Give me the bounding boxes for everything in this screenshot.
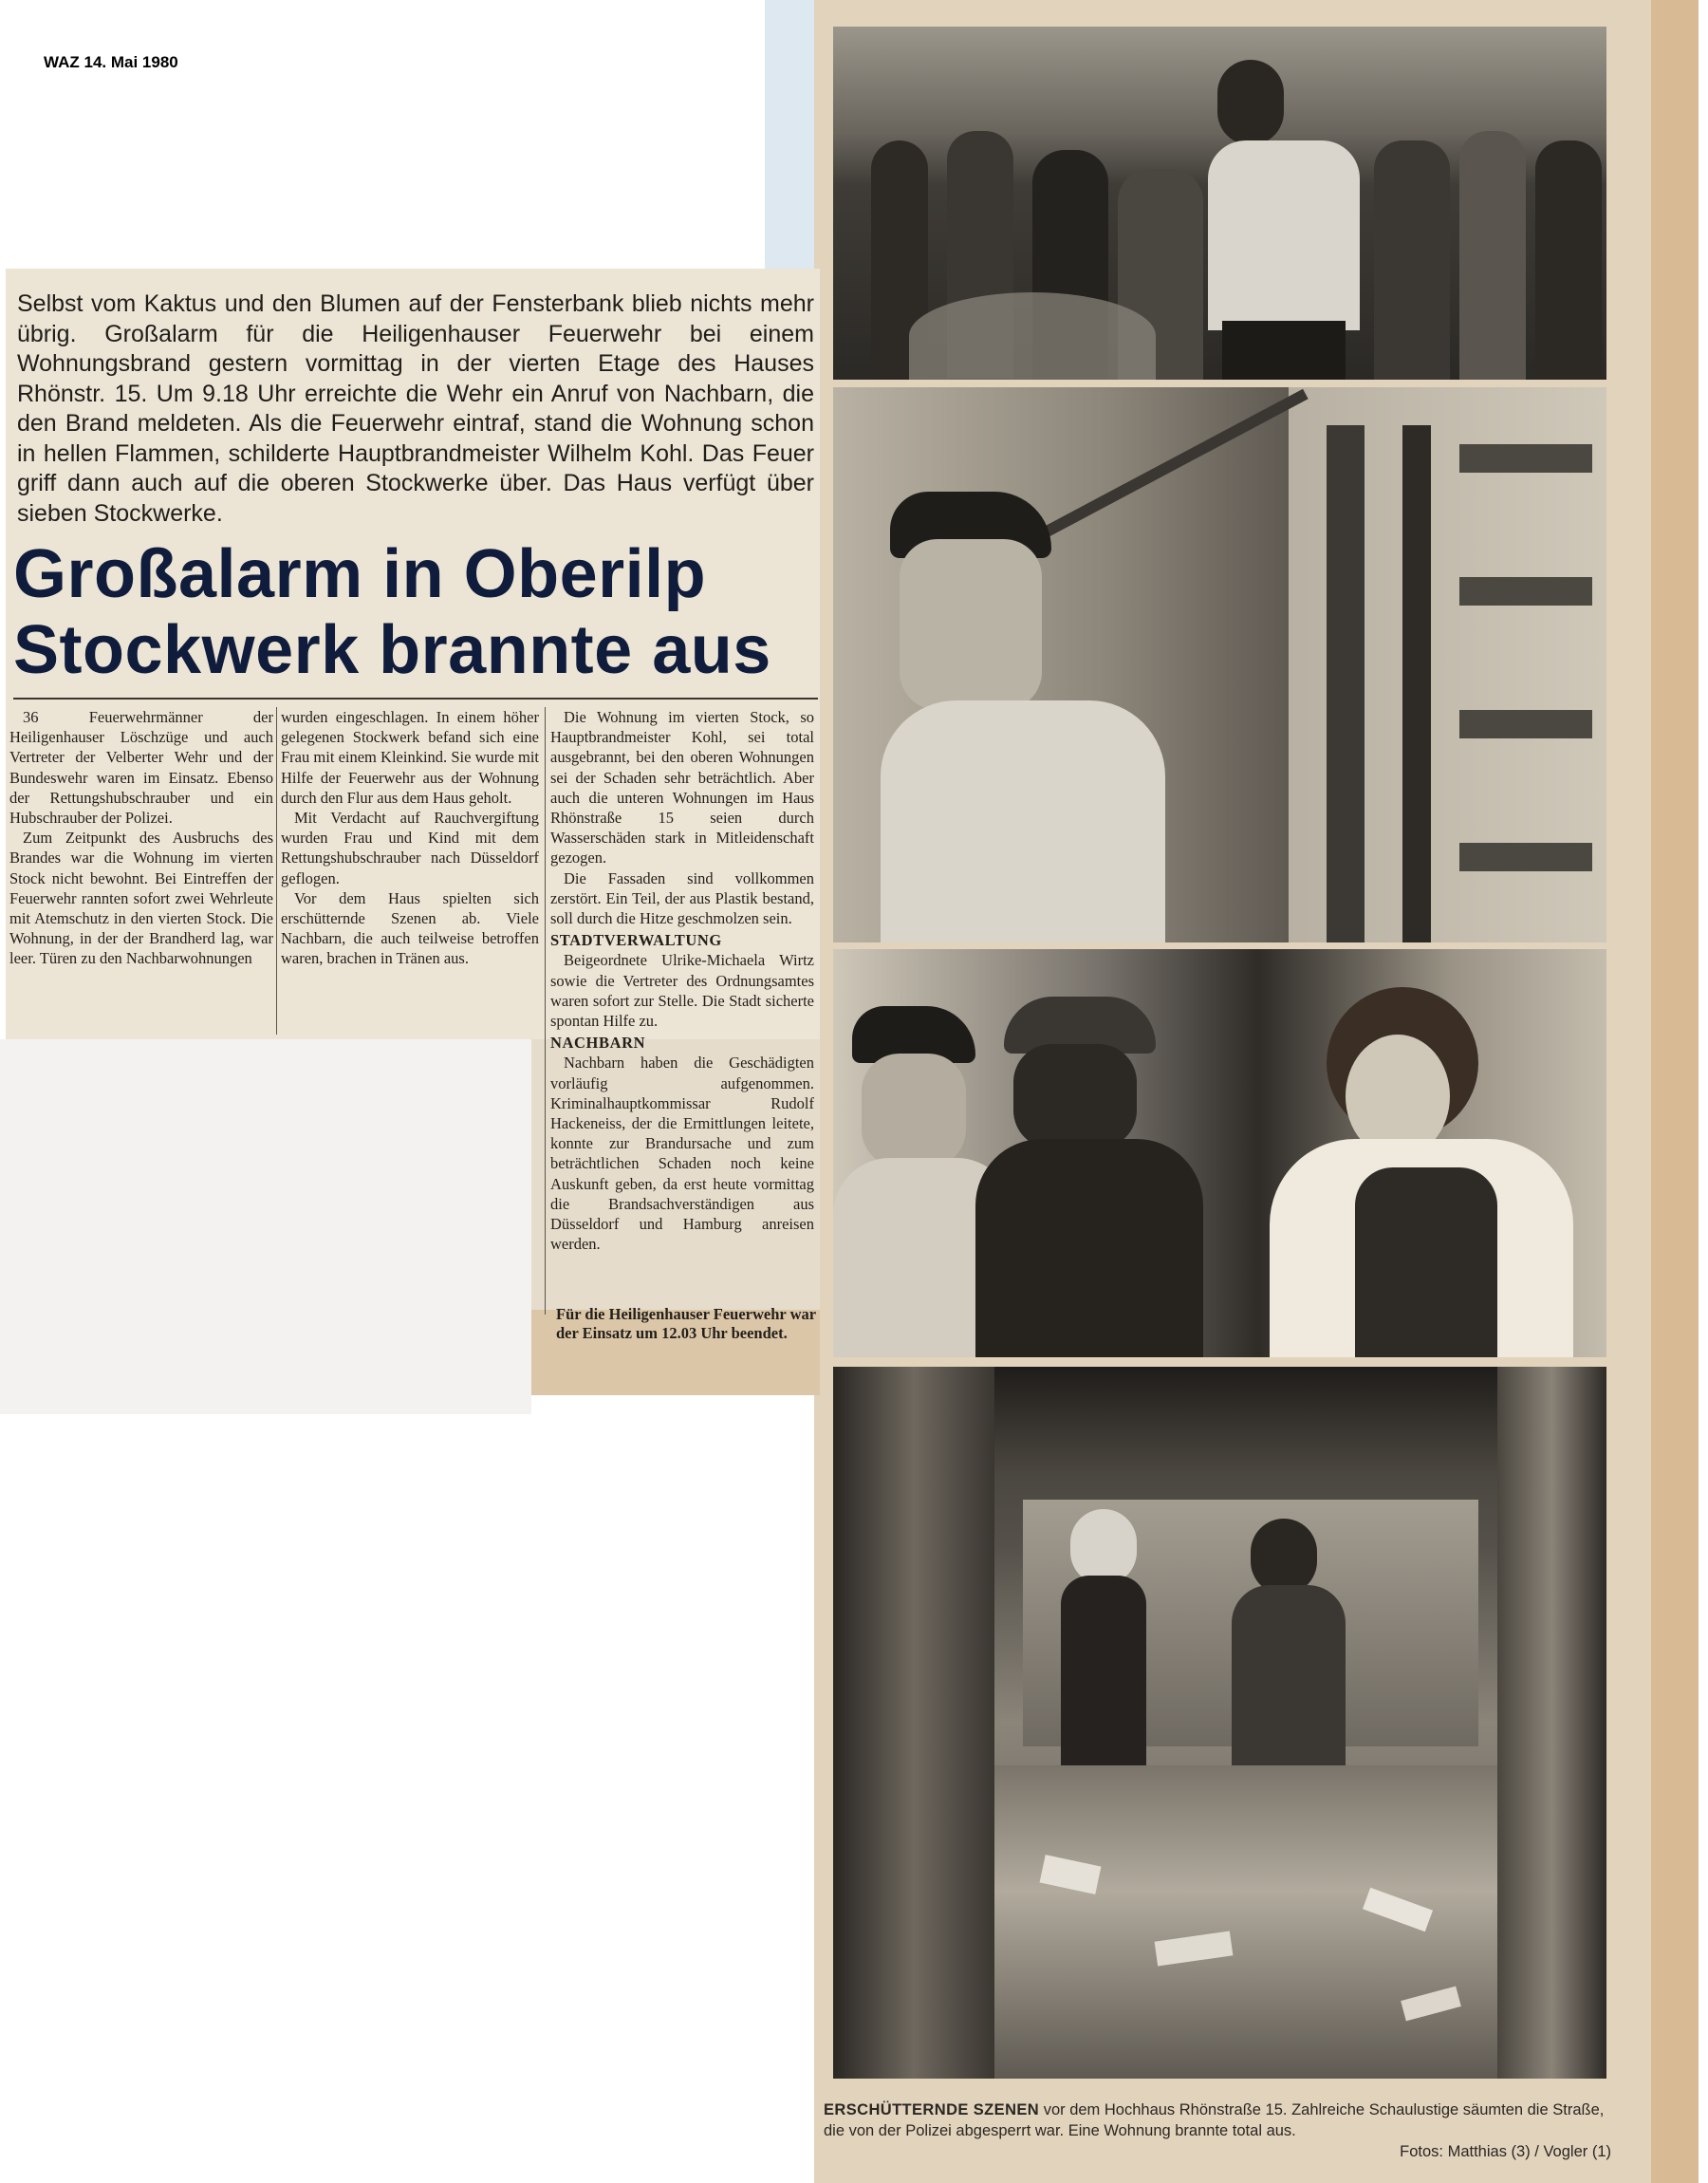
photo-burned-apartment xyxy=(833,1367,1606,2079)
lead-paragraph xyxy=(17,289,814,529)
paragraph: Mit Verdacht auf Rauchvergiftung wurden Frau und Kind mit dem Rettungshubschrauber nach Düsseldorf geflogen. xyxy=(281,809,539,887)
headline-line-2: Stockwerk brannte aus xyxy=(13,612,771,688)
photo-crowd xyxy=(833,27,1606,380)
photo-caption xyxy=(824,2099,1611,2141)
photo-firefighter-building xyxy=(833,387,1606,942)
paragraph: Vor dem Haus spielten sich erschütternde Szenen ab. Viele Nachbarn, die auch teilweise betroffen waren, brachen in Tränen aus. xyxy=(281,888,539,968)
photo-strip-edge xyxy=(1651,0,1699,2183)
photo-distressed-residents xyxy=(833,949,1606,1357)
subheading-nachbarn: NACHBARN xyxy=(550,1034,646,1053)
paragraph: 36 Feuerwehrmänner der Heiligenhauser Löschzüge und auch Vertreter der Velberter Wehr und der Bundeswehr waren im Einsatz. Ebenso der Rettungshubschrauber und ein Hubschrauber der Polizei. xyxy=(9,708,273,828)
photo-credit: Fotos: Matthias (3) / Vogler (1) xyxy=(1400,2143,1611,2160)
column-divider xyxy=(276,707,277,1035)
caption-lead-in: ERSCHÜTTERNDE SZENEN xyxy=(824,2101,1040,2118)
paragraph: wurden eingeschlagen. In einem höher gelegenen Stockwerk befand sich eine Frau mit einem Kleinkind. Sie wurde mit Hilfe der Feuerwehr aus der Wohnung durch den Flur aus dem Haus geholt. xyxy=(281,708,539,807)
headline-line-1: Großalarm in Oberilp xyxy=(13,536,707,612)
paragraph: Die Fassaden sind vollkommen zerstört. Ein Teil, der aus Plastik bestand, soll durch die Hitze geschmolzen sein. xyxy=(550,868,814,928)
column-divider xyxy=(545,707,546,1315)
body-column-1 xyxy=(9,707,273,969)
headline-rule xyxy=(13,698,818,700)
body-column-2 xyxy=(281,707,539,969)
background-sliver xyxy=(765,0,814,271)
paragraph: Nachbarn haben die Geschädigten vorläufig aufgenommen. Kriminalhauptkommissar Rudolf Hackeneiss, der die Ermittlungen leitete, konnte zur Brandursache und zum beträchtlichen Schaden noch keine Auskunft geben, da erst heute vormittag die Brandsachverständigen aus Düsseldorf und Hamburg anreisen werden. xyxy=(550,1054,814,1254)
body-column-3 xyxy=(550,707,814,1254)
paragraph: Die Wohnung im vierten Stock, so Hauptbrandmeister Kohl, sei total ausgebrannt, bei den oberen Wohnungen sei der Schaden sehr beträchtlich. Aber auch die unteren Wohnungen im Haus Rhönstraße 15 seien durch Wasserschäden stark in Mitleidenschaft gezogen. xyxy=(550,708,814,868)
lead-text: Selbst vom Kaktus und den Blumen auf der Fensterbank blieb nichts mehr übrig. Großalarm für die Heiligenhauser Feuerwehr bei einem Wohnungsbrand gestern vormittag in der vierten Etage des Hauses Rhönstr. 15. Um 9.18 Uhr erreichte die Wehr ein Anruf von Nachbarn, die den Brand meldeten. Als die Feuerwehr eintraf, stand die Wohnung schon in hellen Flammen, schilderte Hauptbrandmeister Wilhelm Kohl. Das Feuer griff dann auch auf die oberen Stockwerke über. Das Haus verfügt über sieben Stockwerke. xyxy=(17,290,814,527)
paragraph: Zum Zeitpunkt des Ausbruchs des Brandes war die Wohnung im vierten Stock nicht bewohnt. Bei Eintreffen der Feuerwehr rannten sofort zwei Wehrleute mit Atemschutz in den vierten Stock. Die Wohnung, in der der Brandherd lag, war leer. Türen zu den Nachbarwohnungen xyxy=(9,829,273,968)
scan-background xyxy=(0,1039,531,1414)
headline xyxy=(13,536,820,688)
caption-text: vor dem Hochhaus Rhönstraße 15. Zahlreiche Schaulustige säumten die Straße, die von der Polizei abgesperrt war. Eine Wohnung brannte total aus. xyxy=(824,2101,1605,2139)
subheading-stadtverwaltung: STADTVERWALTUNG xyxy=(550,931,722,950)
source-note: WAZ 14. Mai 1980 xyxy=(44,53,178,71)
endnote: Für die Heiligenhauser Feuerwehr war der Einsatz um 12.03 Uhr beendet. xyxy=(556,1305,816,1342)
paragraph: Beigeordnete Ulrike-Michaela Wirtz sowie die Vertreter des Ordnungsamtes waren sofort zur Stelle. Die Stadt sicherte spontan Hilfe zu. xyxy=(550,951,814,1031)
